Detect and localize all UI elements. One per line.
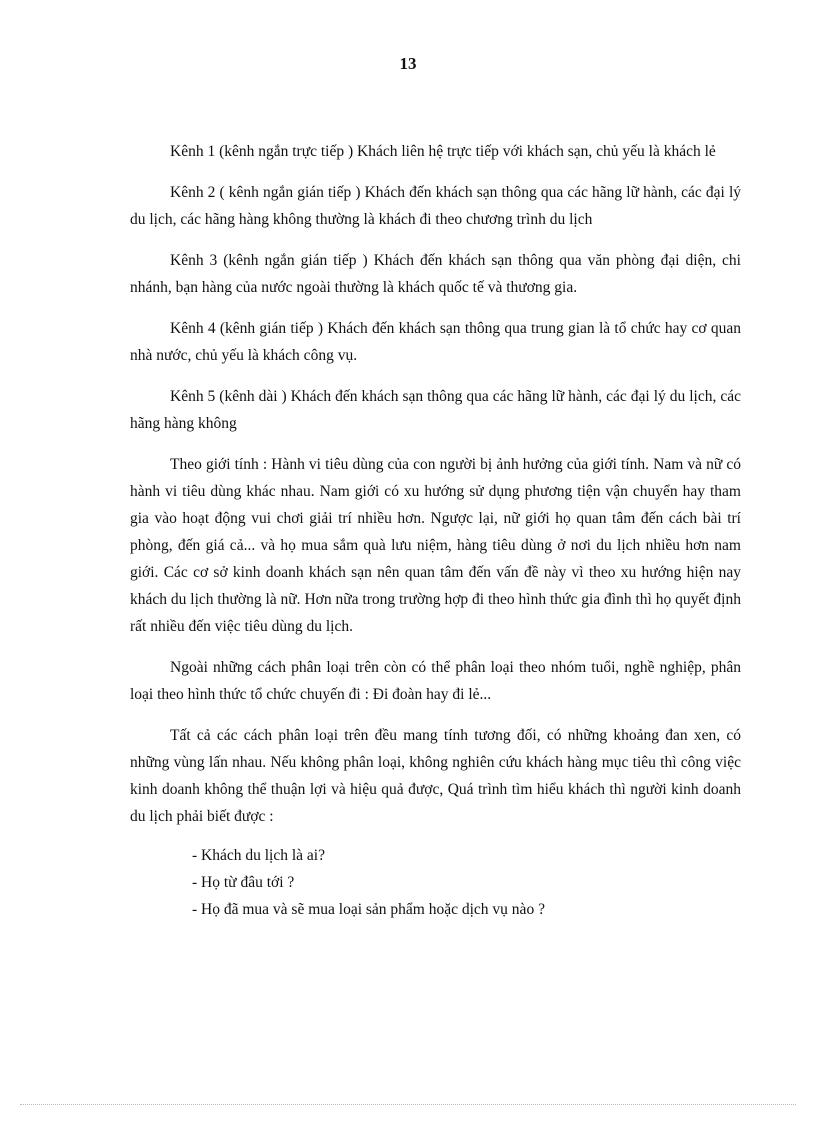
paragraph-kenh-4: Kênh 4 (kênh gián tiếp ) Khách đến khách sạn thông qua trung gian là tổ chức hay cơ quan nhà nước, chủ yếu là khách công vụ. xyxy=(130,320,741,364)
list-item: - Họ từ đâu tới ? xyxy=(192,874,295,891)
page-content xyxy=(130,138,741,923)
paragraph-other-classification: Ngoài những cách phân loại trên còn có thể phân loại theo nhóm tuổi, nghề nghiệp, phân loại theo hình thức tổ chức chuyến đi : Đi đoàn hay đi lẻ... xyxy=(130,659,741,703)
paragraph-summary: Tất cả các cách phân loại trên đều mang tính tương đối, có những khoảng đan xen, có những vùng lấn nhau. Nếu không phân loại, không nghiên cứu khách hàng mục tiêu thì công việc kinh doanh không thể thuận lợi và hiệu quả được, Quá trình tìm hiểu khách thì người kinh doanh du lịch phải biết được : xyxy=(130,727,741,825)
page-number: 13 xyxy=(399,54,417,73)
list-item: - Họ đã mua và sẽ mua loại sản phẩm hoặc dịch vụ nào ? xyxy=(192,901,545,918)
list-item: - Khách du lịch là ai? xyxy=(192,847,325,864)
page-bottom-divider xyxy=(20,1104,796,1105)
paragraph-kenh-2: Kênh 2 ( kênh ngắn gián tiếp ) Khách đến khách sạn thông qua các hãng lữ hành, các đại lý du lịch, các hãng hàng không thường là khách đi theo chương trình du lịch xyxy=(130,184,741,228)
paragraph-kenh-3: Kênh 3 (kênh ngắn gián tiếp ) Khách đến khách sạn thông qua văn phòng đại diện, chi nhánh, bạn hàng của nước ngoài thường là khách quốc tế và thương gia. xyxy=(130,252,741,296)
question-list xyxy=(130,842,741,923)
paragraph-gender: Theo giới tính : Hành vi tiêu dùng của con người bị ảnh hưởng của giới tính. Nam và nữ có hành vi tiêu dùng khác nhau. Nam giới có xu hướng sử dụng phương tiện vận chuyển hay tham gia vào hoạt động vui chơi giải trí nhiều hơn. Ngược lại, nữ giới họ quan tâm đến cách bài trí phòng, đến giá cả... và họ mua sắm quà lưu niệm, hàng tiêu dùng ở nơi du lịch nhiều hơn nam giới. Các cơ sở kinh doanh khách sạn nên quan tâm đến vấn đề này vì theo xu hướng hiện nay khách du lịch thường là nữ. Hơn nữa trong trường hợp đi theo hình thức gia đình thì họ quyết định rất nhiều đến việc tiêu dùng du lịch. xyxy=(130,456,741,635)
paragraph-kenh-1: Kênh 1 (kênh ngắn trực tiếp ) Khách liên hệ trực tiếp với khách sạn, chủ yếu là khách lẻ xyxy=(170,143,716,160)
paragraph-kenh-5: Kênh 5 (kênh dài ) Khách đến khách sạn thông qua các hãng lữ hành, các đại lý du lịch, các hãng hàng không xyxy=(130,388,741,432)
